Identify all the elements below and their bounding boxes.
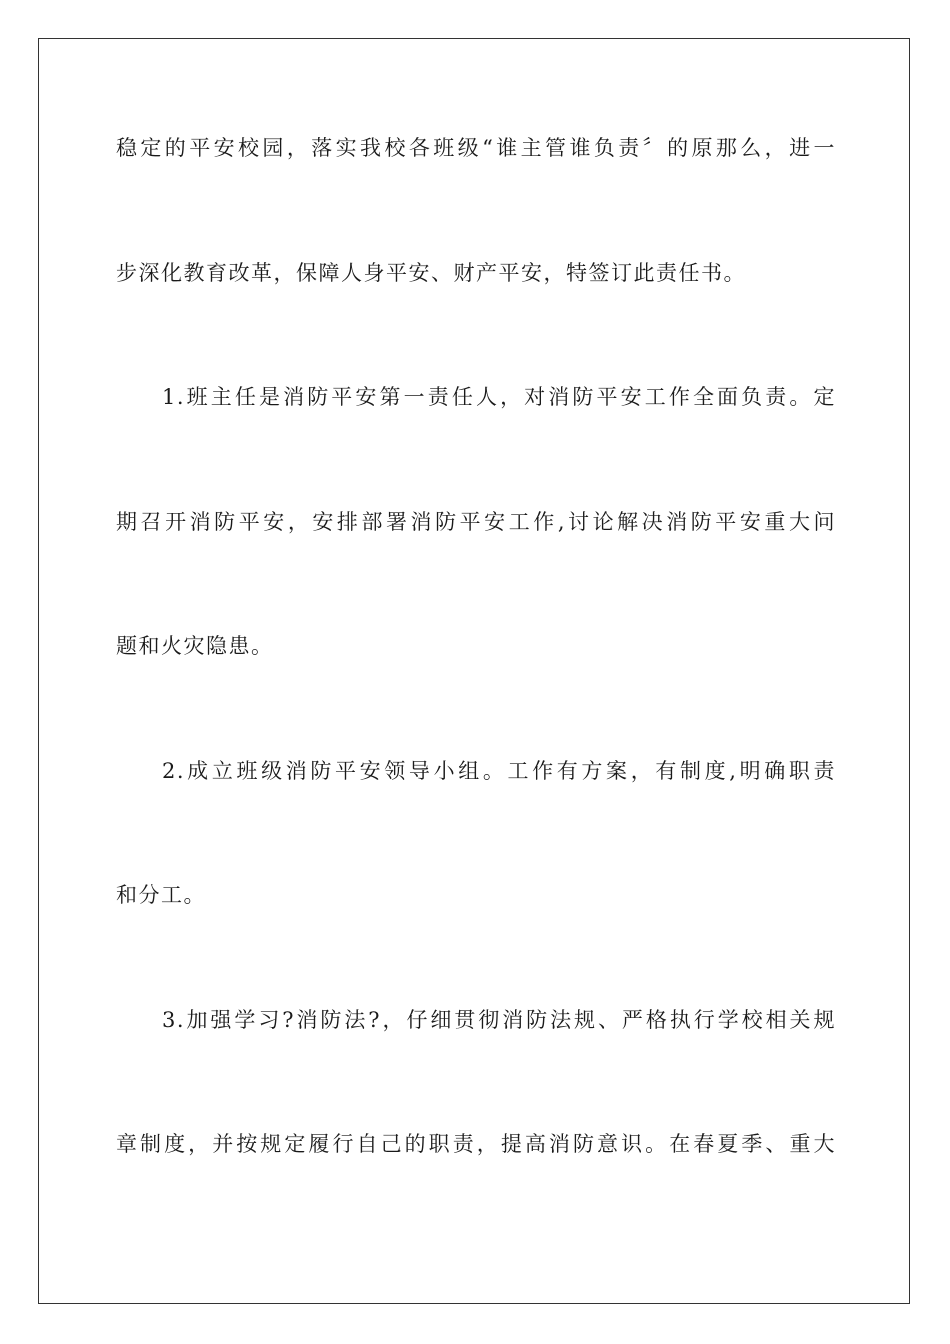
text-line-3: 1.班主任是消防平安第一责任人，对消防平安工作全面负责。定 xyxy=(162,385,836,409)
page-border xyxy=(38,38,910,1304)
text-line-2: 步深化教育改革，保障人身平安、财产平安，特签订此责任书。 xyxy=(116,261,746,285)
text-line-6: 2.成立班级消防平安领导小组。工作有方案，有制度,明确职责 xyxy=(162,759,836,783)
text-line-1: 稳定的平安校园，落实我校各班级“谁主管谁负责〞的原那么，进一 xyxy=(116,136,836,160)
text-line-9: 章制度，并按规定履行自己的职责，提高消防意识。在春夏季、重大 xyxy=(116,1132,836,1156)
text-line-7: 和分工。 xyxy=(116,883,206,907)
text-line-8: 3.加强学习?消防法?，仔细贯彻消防法规、严格执行学校相关规 xyxy=(162,1008,836,1032)
text-line-5: 题和火灾隐患。 xyxy=(116,634,274,658)
text-line-4: 期召开消防平安，安排部署消防平安工作,讨论解决消防平安重大问 xyxy=(116,510,836,534)
